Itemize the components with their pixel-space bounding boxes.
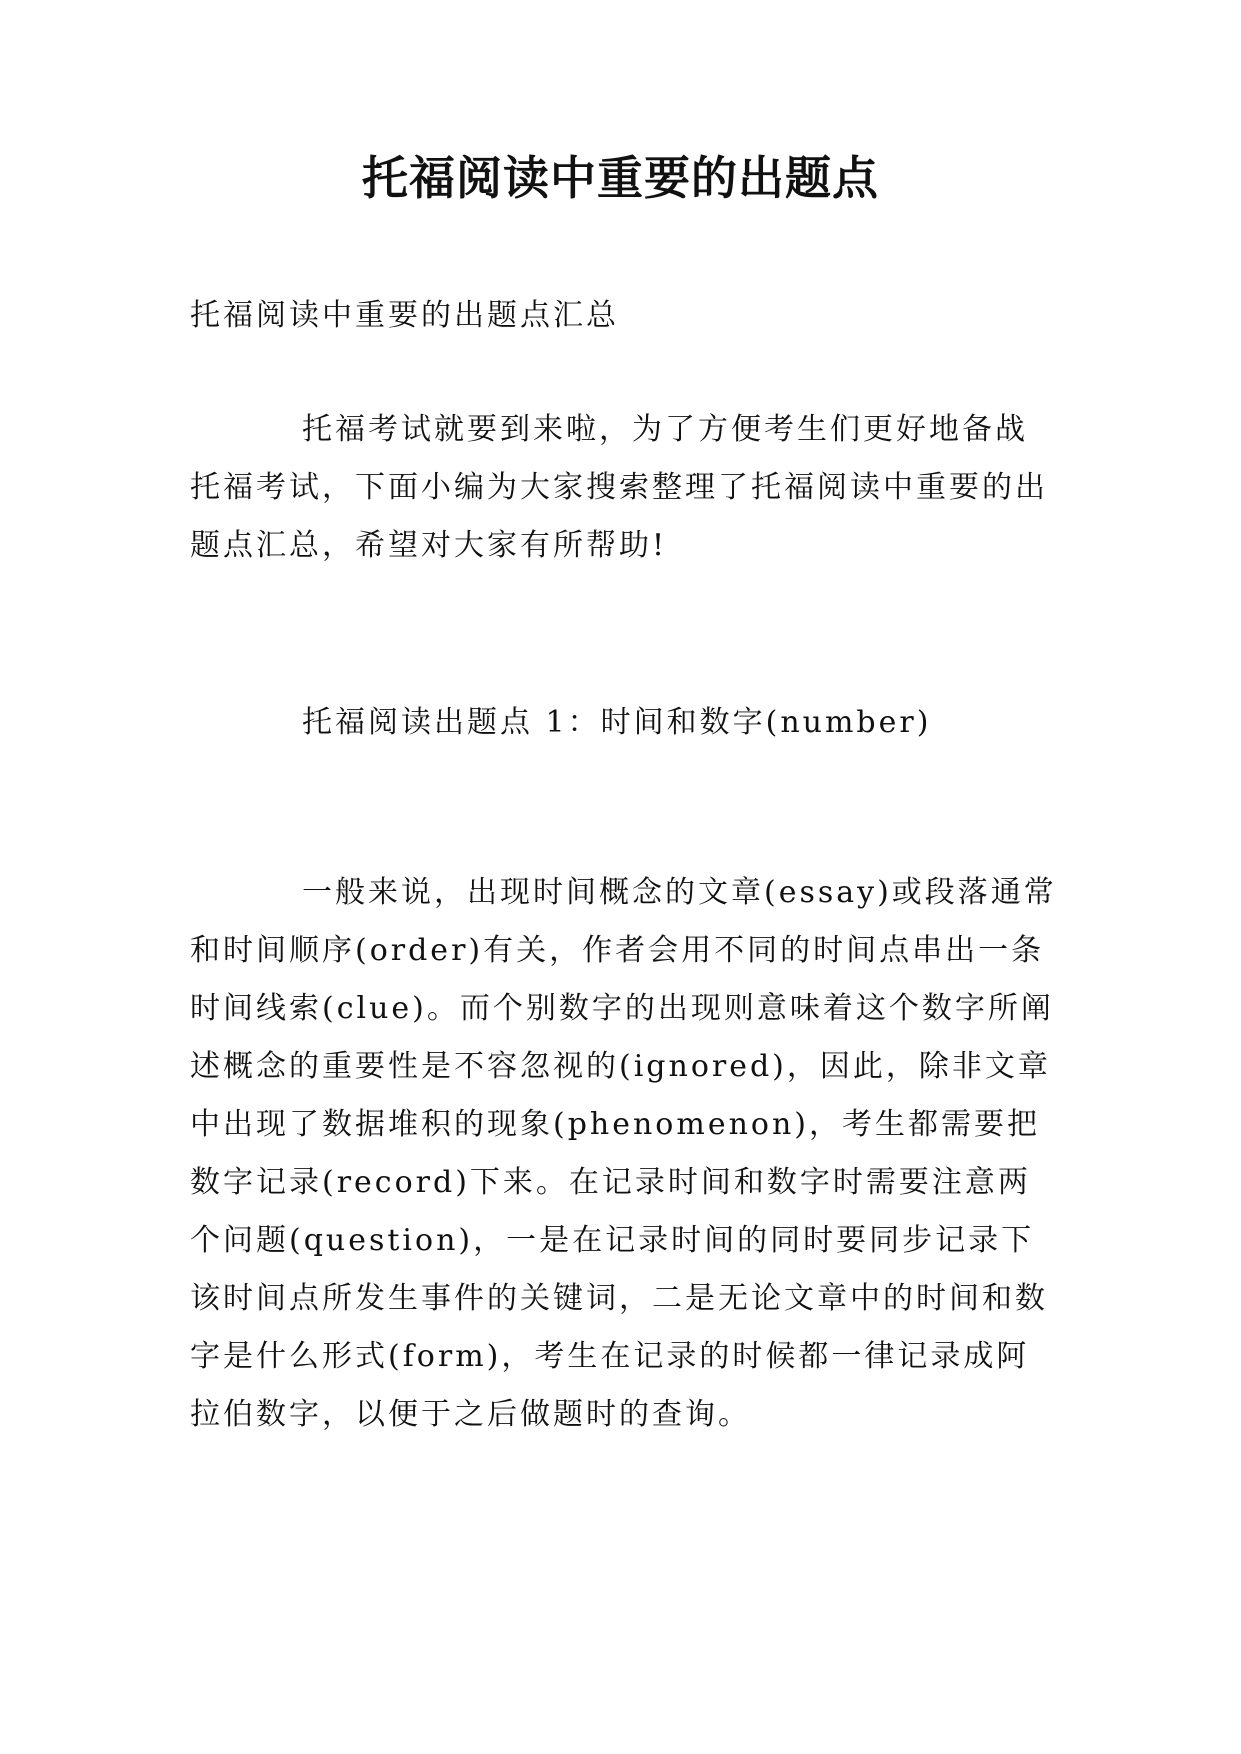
section-heading: 托福阅读出题点 1：时间和数字(number) bbox=[302, 705, 932, 740]
intro-paragraph: 托福考试就要到来啦，为了方便考生们更好地备战托福考试，下面小编为大家搜索整理了托福阅读中重要的出题点汇总，希望对大家有所帮助! bbox=[190, 412, 1048, 563]
document-subtitle: 托福阅读中重要的出题点汇总 bbox=[190, 298, 619, 333]
body-paragraph: 一般来说，出现时间概念的文章(essay)或段落通常和时间顺序(order)有关，作者会用不同的时间点串出一条时间线索(clue)。而个别数字的出现则意味着这个数字所阐述概念的重要性是不容忽视的(ignored)，因此，除非文章中出现了数据堆积的现象(phenomenon)，考生都需要把数字记录(record)下来。在记录时间和数字时需要注意两个问题(question)，一是在记录时间的同时要同步记录下该时间点所发生事件的关键词，二是无论文章中的时间和数字是什么形式(form)，考生在记录的时候都一律记录成阿拉伯数字，以便于之后做题时的查询。 bbox=[190, 875, 1057, 1432]
document-title: 托福阅读中重要的出题点 bbox=[362, 151, 879, 205]
